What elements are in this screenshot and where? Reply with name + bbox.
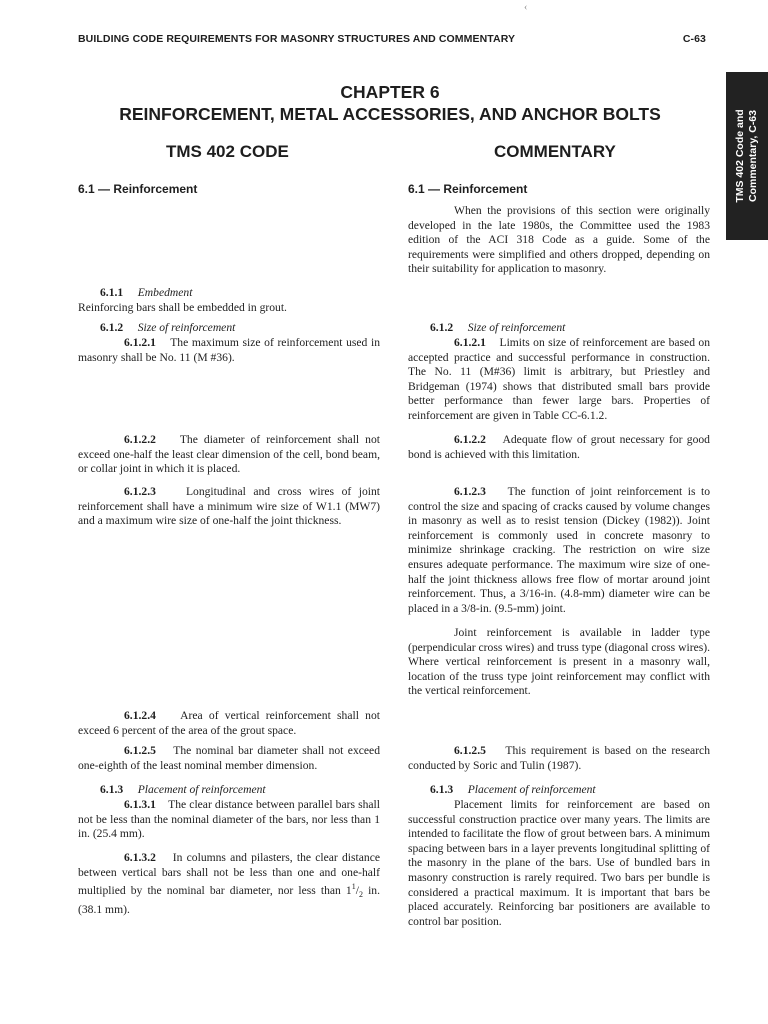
commentary-6-1-3-text: Placement limits for reinforcement are based on successful construction practice over many years. The limits are intended to facilitate the flow of grout between bars. A minimum spacing between bars in a layer prevents longitudinal splitting of the masonry in the plane of the bars. Use of bundled bars in masonry construction is rarely required. Two bars per bundle is considered a practical maximum. It is important that bars be placed accurately. Reinforcing bar positioners are available to control bar position. bbox=[408, 798, 710, 928]
section-number: 6.1.3 bbox=[100, 783, 124, 796]
code-6-1-2-5 bbox=[78, 744, 380, 773]
section-number: 6.1.1 bbox=[100, 286, 124, 299]
section-title: Size of reinforcement bbox=[137, 321, 236, 334]
commentary-6-1-2-heading bbox=[408, 321, 710, 336]
stray-mark: ‹ bbox=[524, 2, 528, 13]
paragraph-text: Area of vertical reinforcement shall not exceed 6 percent of the area of the grout space. bbox=[78, 709, 380, 737]
side-tab-line2: Commentary, C-63 bbox=[747, 110, 759, 203]
code-6-1-2-4 bbox=[78, 709, 380, 738]
side-tab-line1: TMS 402 Code and bbox=[734, 109, 746, 203]
commentary-6-1-2-5 bbox=[408, 744, 710, 773]
paragraph-text-end: in. (38.1 mm). bbox=[78, 884, 380, 916]
paragraph-text: The function of joint reinforcement is to control the size and spacing of cracks caused by volume changes in masonry as well as to resist tension (Dickey (1982)). Joint reinforcement is commonly used in concrete masonry to minimize shrinkage cracking. The restriction on wire size ensures adequate performance. The maximum wire size of one-half the joint thickness allows free flow of mortar around joint reinforcement. Thus, a 3/16-in. (4.8-mm) diameter wire can be placed in a 3/8-in. (9.5-mm) joint. bbox=[408, 485, 710, 615]
code-6-1-1-heading bbox=[78, 286, 380, 301]
section-number: 6.1.2.3 bbox=[124, 485, 156, 498]
section-number: 6.1.3 bbox=[430, 783, 454, 796]
header-title: BUILDING CODE REQUIREMENTS FOR MASONRY STRUCTURES AND COMMENTARY bbox=[78, 33, 516, 45]
side-tab bbox=[726, 72, 768, 240]
commentary-6-1-intro: When the provisions of this section were originally developed in the late 1980s, the Committee used the 1983 edition of the ACI 318 Code as a guide. Some of the requirements were simplified and others dropped, depending on their suitability for application to masonry. bbox=[408, 204, 710, 276]
paragraph-text: Adequate flow of grout necessary for good bond is achieved with this limitation. bbox=[408, 433, 710, 461]
fraction-denominator: 2 bbox=[358, 890, 363, 900]
commentary-section-6-1-heading: 6.1 — Reinforcement bbox=[408, 182, 528, 196]
chapter-title: REINFORCEMENT, METAL ACCESSORIES, AND ANCHOR BOLTS bbox=[119, 104, 661, 124]
section-number: 6.1.2.4 bbox=[124, 709, 156, 722]
section-title: Placement of reinforcement bbox=[467, 783, 596, 796]
running-header bbox=[78, 33, 706, 49]
commentary-column-title: COMMENTARY bbox=[494, 142, 616, 161]
side-tab-label bbox=[734, 109, 760, 202]
code-6-1-3-heading bbox=[78, 783, 380, 798]
paragraph-text: Limits on size of reinforcement are based on accepted practice and successful performance in construction. The No. 11 (M#36) limit is arbitrary, but Priestley and Bridgeman (1974) shows that distributed small bars provide better performance than fewer large bars. Properties of reinforcement are given in Table CC-6.1.2. bbox=[408, 336, 710, 422]
section-number: 6.1.2.5 bbox=[454, 744, 486, 757]
section-title: Size of reinforcement bbox=[467, 321, 566, 334]
section-number: 6.1.2.3 bbox=[454, 485, 486, 498]
paragraph-text: The nominal bar diameter shall not exceed one-eighth of the least nominal member dimension. bbox=[78, 744, 380, 772]
code-6-1-2-3 bbox=[78, 485, 380, 529]
section-number: 6.1.2 bbox=[430, 321, 454, 334]
code-6-1-1-text: Reinforcing bars shall be embedded in grout. bbox=[78, 301, 287, 314]
paragraph-text: In columns and pilasters, the clear distance between vertical bars shall not be less than one and one-half multiplied by the nominal bar diameter, nor less than 1 bbox=[78, 851, 381, 898]
paragraph-text: The clear distance between parallel bars shall not be less than the nominal diameter of the bars, nor less than 1 in. (25.4 mm). bbox=[78, 798, 380, 841]
section-title: Embedment bbox=[137, 286, 193, 299]
commentary-joint-reinforcement-para: Joint reinforcement is available in ladder type (perpendicular cross wires) and truss type (diagonal cross wires). Where vertical reinforcement is present in a masonry wall, location of the truss type joint reinforcement may conflict with the vertical reinforcement. bbox=[408, 626, 710, 698]
paragraph-text: The maximum size of reinforcement used in masonry shall be No. 11 (M #36). bbox=[78, 336, 380, 364]
commentary-6-1-2-2 bbox=[408, 433, 710, 462]
commentary-6-1-2-3 bbox=[408, 485, 710, 616]
code-section-6-1-heading: 6.1 — Reinforcement bbox=[78, 182, 198, 196]
paragraph-text: This requirement is based on the research conducted by Soric and Tulin (1987). bbox=[408, 744, 710, 772]
paragraph-text: The diameter of reinforcement shall not exceed one-half the least clear dimension of the cell, bond beam, or collar joint in which it is placed. bbox=[78, 433, 380, 476]
section-title: Placement of reinforcement bbox=[137, 783, 266, 796]
code-6-1-2-heading bbox=[78, 321, 380, 336]
code-column-title: TMS 402 CODE bbox=[166, 142, 289, 161]
commentary-6-1-2-1 bbox=[408, 336, 710, 424]
section-number: 6.1.2 bbox=[100, 321, 124, 334]
section-number: 6.1.2.1 bbox=[454, 336, 486, 349]
commentary-6-1-3-heading bbox=[408, 783, 710, 798]
section-number: 6.1.3.2 bbox=[124, 851, 156, 864]
code-6-1-2-2 bbox=[78, 433, 380, 477]
fraction-numerator: 1 bbox=[351, 882, 356, 892]
code-6-1-3-1 bbox=[78, 798, 380, 842]
section-number: 6.1.3.1 bbox=[124, 798, 156, 811]
page-number: C-63 bbox=[682, 33, 706, 45]
code-6-1-2-1 bbox=[78, 336, 380, 365]
section-number: 6.1.2.2 bbox=[124, 433, 156, 446]
paragraph-text: Longitudinal and cross wires of joint reinforcement shall have a minimum wire size of W1.1 (MW7) and a maximum wire size of one-half the joint thickness. bbox=[78, 485, 381, 528]
code-6-1-3-2: 6.1.3.2 In columns and pilasters, the clear distance between vertical bars shall not be less than one and one-half multiplied by the nominal bar diameter, nor less than $1^1/_2$ in. (38.1 mm). bbox=[78, 851, 381, 916]
chapter-number: CHAPTER 6 bbox=[340, 82, 440, 102]
section-number: 6.1.2.5 bbox=[124, 744, 156, 757]
section-number: 6.1.2.2 bbox=[454, 433, 486, 446]
section-number: 6.1.2.1 bbox=[124, 336, 156, 349]
